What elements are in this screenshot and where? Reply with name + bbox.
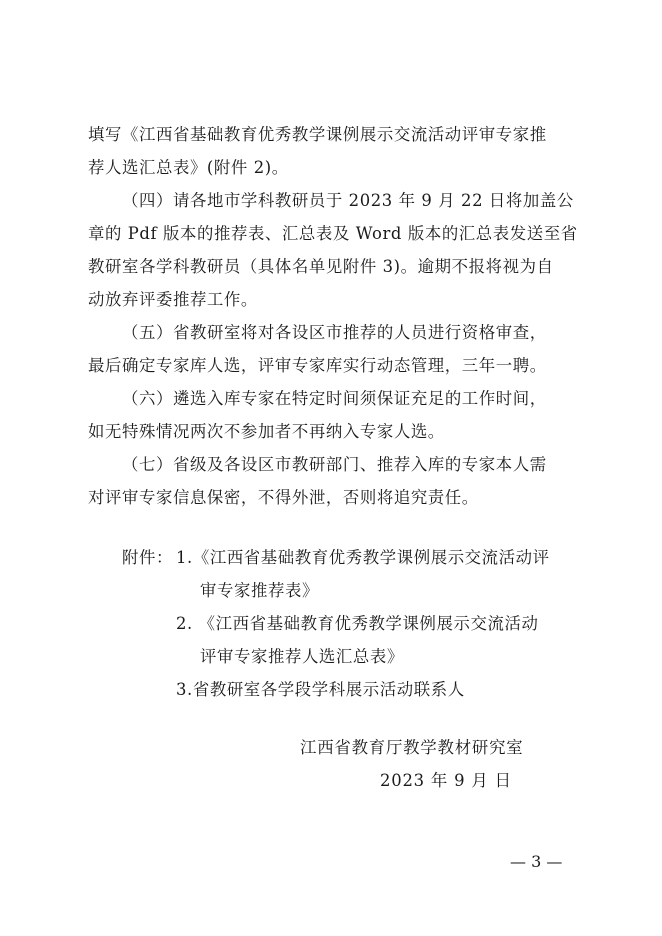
paragraph-line: 动放弃评委推荐工作。	[88, 290, 258, 309]
attachments-title: 附件：	[122, 548, 173, 567]
page-number: — 3 —	[510, 852, 563, 871]
paragraph-line: （六）遴选入库专家在特定时间须保证充足的工作时间，	[122, 389, 547, 408]
item-six-paragraph	[88, 382, 588, 448]
paragraph-line: 最后确定专家库人选，评审专家库实行动态管理，三年一聘。	[88, 356, 547, 375]
paragraph-line: 章的 Pdf 版本的推荐表、汇总表及 Word 版本的汇总表发送至省	[88, 224, 578, 243]
attachment-item-2: 2. 《江西省基础教育优秀教学课例展示交流活动	[176, 614, 539, 633]
paragraph-line: （四）请各地市学科教研员于 2023 年 9 月 22 日将加盖公	[122, 191, 574, 210]
paragraph-line: （七）省级及各设区市教研部门、推荐入库的专家本人需	[122, 455, 547, 474]
attachment-item-1-continued: 审专家推荐表》	[200, 581, 319, 600]
signature-organization: 江西省教育厅教学教材研究室	[300, 738, 524, 757]
item-five-paragraph	[88, 316, 588, 382]
attachment-item-3: 3.省教研室各学段学科展示活动联系人	[176, 680, 465, 699]
attachment-item-1: 1.《江西省基础教育优秀教学课例展示交流活动评	[176, 548, 550, 567]
paragraph-line: （五）省教研室将对各设区市推荐的人员进行资格审查，	[122, 323, 547, 342]
paragraph-line: 如无特殊情况两次不参加者不再纳入专家人选。	[88, 422, 445, 441]
paragraph-line: 对评审专家信息保密，不得外泄，否则将追究责任。	[88, 488, 479, 507]
paragraph-line: 教研室各学科教研员（具体名单见附件 3)。逾期不报将视为自	[88, 257, 554, 276]
intro-paragraph	[88, 118, 588, 184]
item-four-paragraph	[88, 184, 588, 316]
paragraph-line: 荐人选汇总表》(附件 2)。	[88, 158, 289, 177]
attachment-item-2-continued: 评审专家推荐人选汇总表》	[200, 647, 404, 666]
signature-date: 2023 年 9 月 日	[380, 771, 512, 790]
paragraph-line: 填写《江西省基础教育优秀教学课例展示交流活动评审专家推	[88, 125, 547, 144]
item-seven-paragraph	[88, 448, 588, 514]
